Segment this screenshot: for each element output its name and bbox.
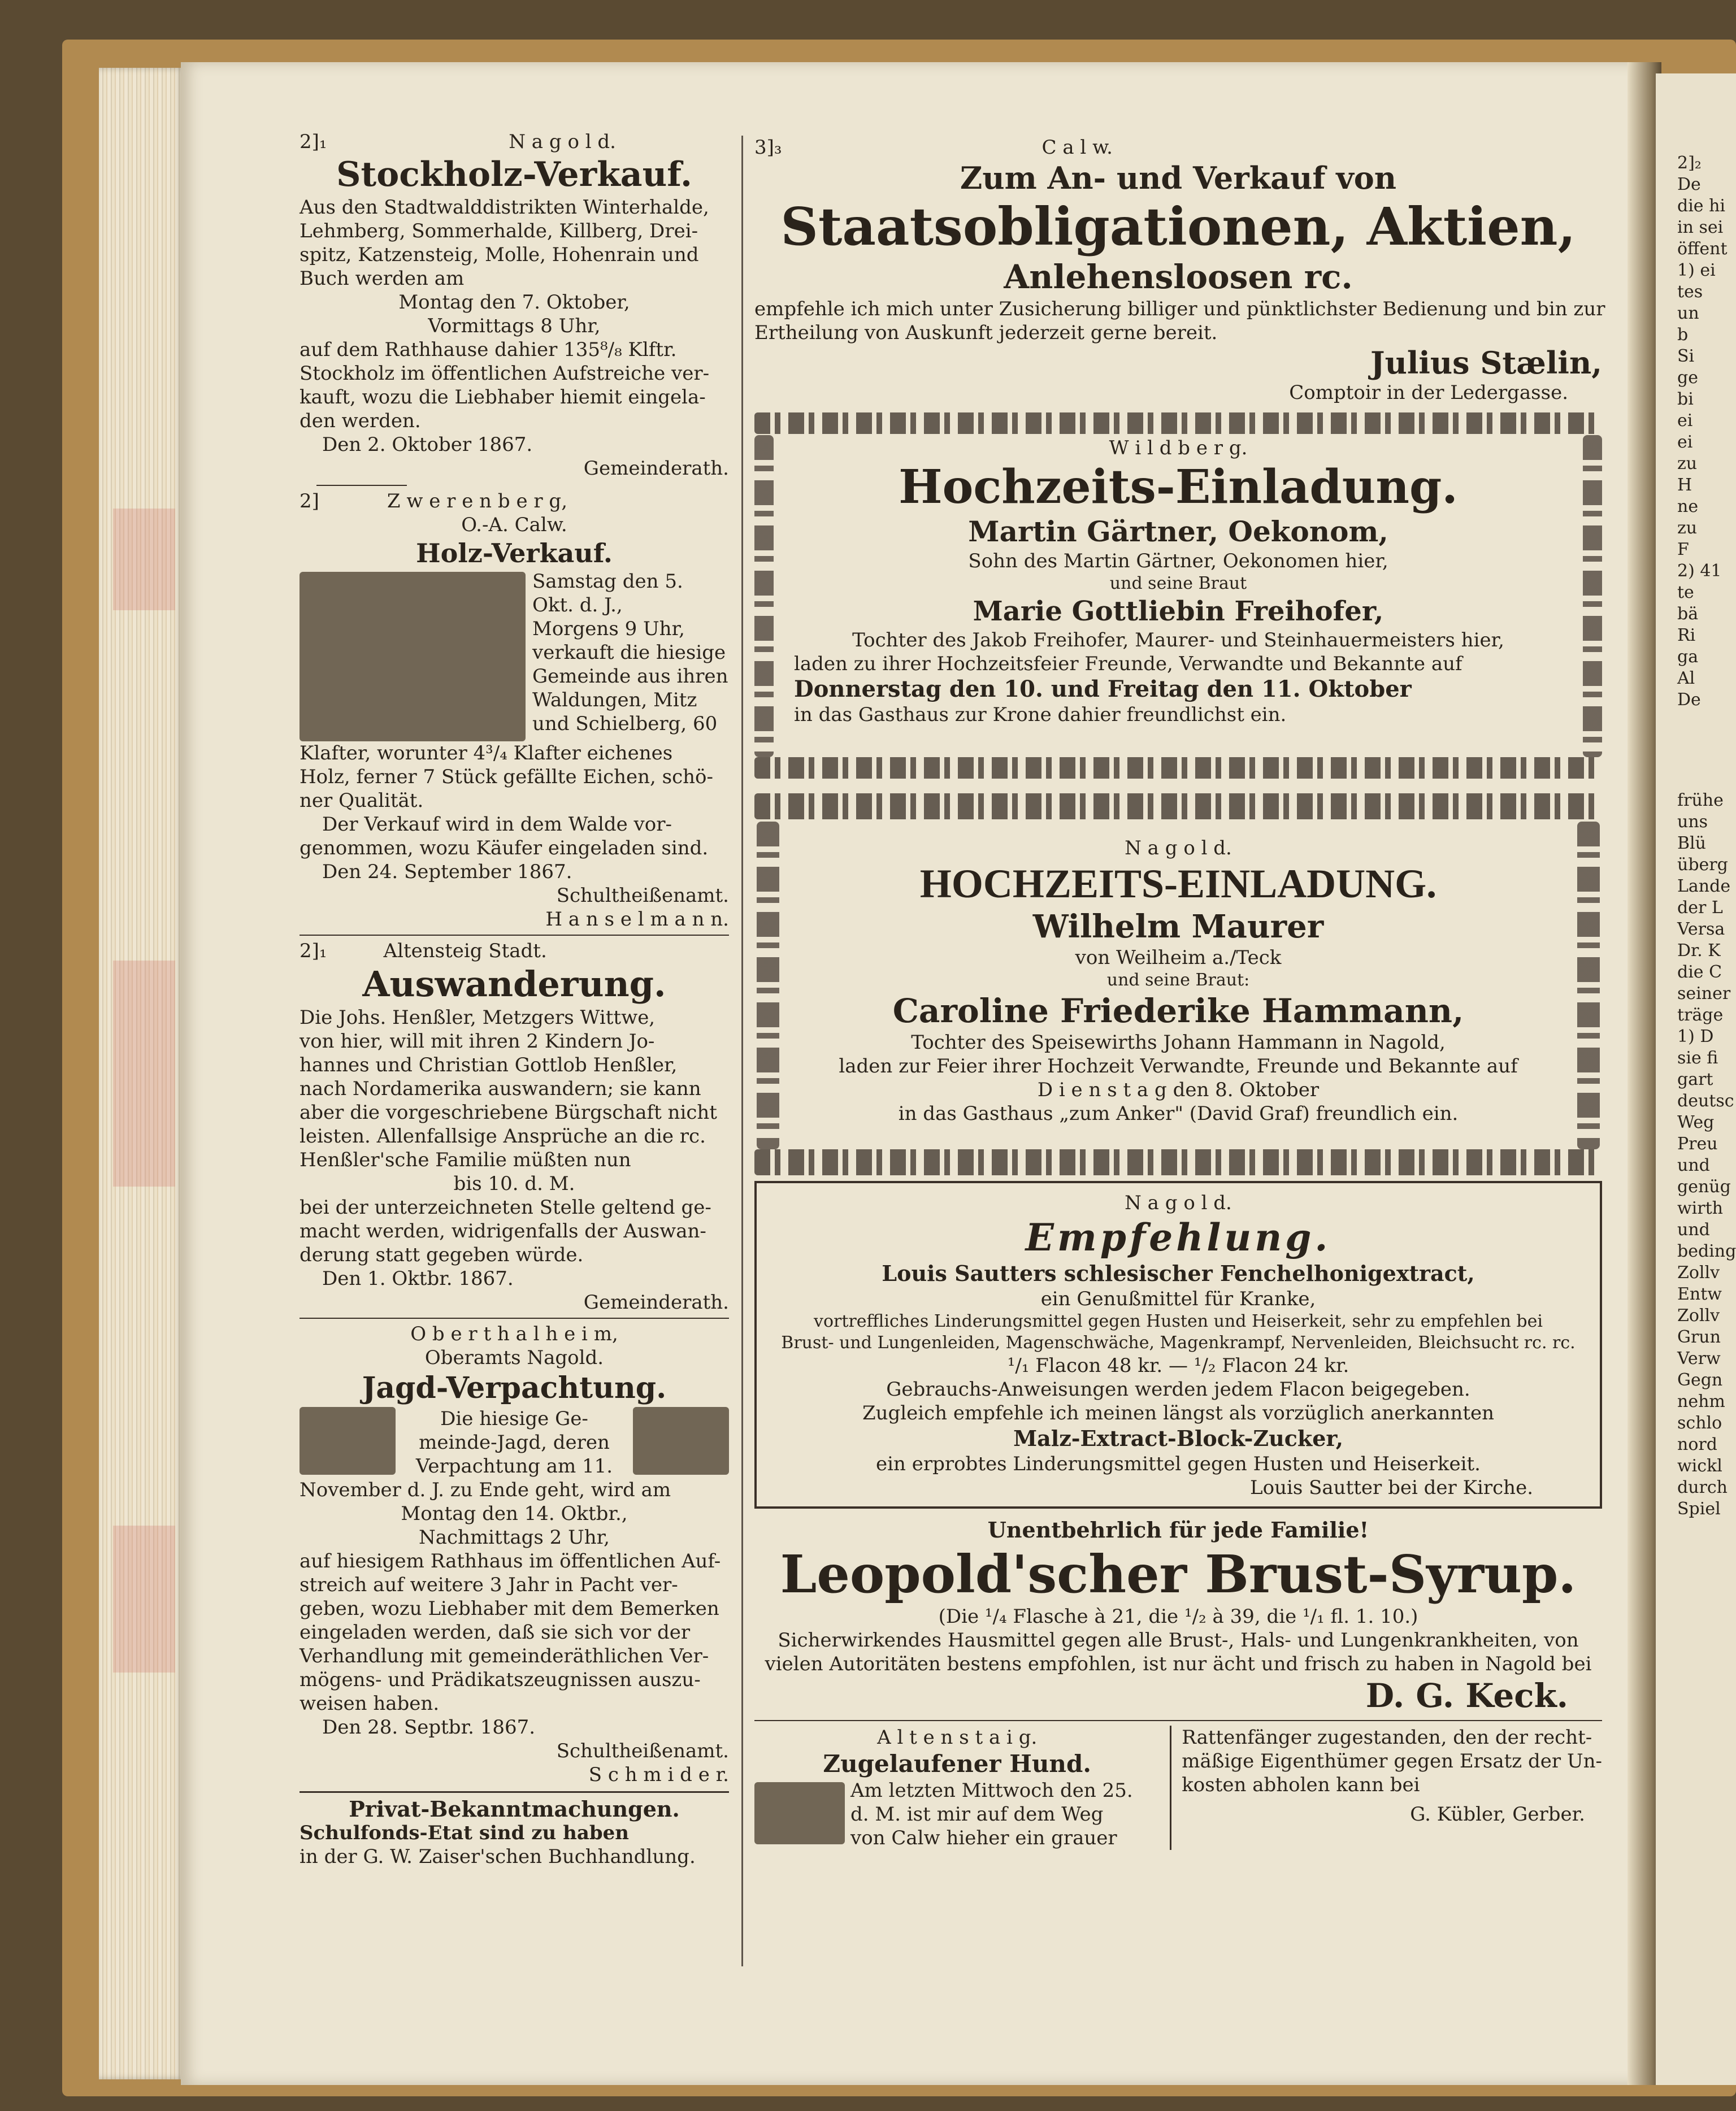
notice-line: Schulfonds-Etat sind zu haben: [300, 1822, 629, 1844]
ad-title: HOCHZEITS-EINLADUNG.: [919, 861, 1437, 906]
ornament-border: [754, 793, 1602, 819]
fragment-line: Entw: [1677, 1284, 1722, 1304]
fragment-line: öffent: [1677, 239, 1728, 259]
fragment-line: Si: [1677, 346, 1695, 366]
fragment-line: H: [1677, 475, 1692, 495]
ad-body: D i e n s t a g den 8. Oktober: [1037, 1079, 1320, 1101]
stain: [113, 509, 175, 610]
ad-body: November d. J. zu Ende geht, wird am: [300, 1479, 671, 1501]
fragment-line: durch: [1677, 1478, 1728, 1497]
wedding-ad-wildberg: [754, 412, 1602, 785]
fragment-line: zu: [1677, 518, 1698, 538]
conjunction: und seine Braut:: [1106, 970, 1250, 990]
syrup-ad: [754, 1517, 1602, 1715]
bride-name: Caroline Friederike Hammann,: [892, 992, 1464, 1030]
fragment-line: Zollv: [1677, 1263, 1720, 1283]
place: N a g o l d.: [1125, 1192, 1232, 1214]
wedding-ad-nagold: [754, 793, 1602, 1178]
column-rule: [1170, 1726, 1171, 1850]
fragment-line: Al: [1677, 668, 1695, 688]
district: O.-A. Calw.: [461, 514, 567, 536]
groom-desc: Sohn des Martin Gärtner, Oekonomen hier,: [968, 550, 1388, 572]
groom-name: Martin Gärtner, Oekonom,: [968, 515, 1388, 548]
product-name: Malz-Extract-Block-Zucker,: [1013, 1426, 1343, 1451]
ad-body: Brust- und Lungenleiden, Magenschwäche, Magenkrampf, Nervenleiden, Bleichsucht rc. rc.: [781, 1333, 1576, 1353]
signer-name: H a n s e l m a n n.: [545, 908, 729, 931]
fragment-line: 1) ei: [1677, 260, 1716, 280]
merchant-name: D. G. Keck.: [1365, 1676, 1568, 1715]
fragment-line: beding: [1677, 1241, 1736, 1261]
stain: [113, 1526, 175, 1673]
fragment-line: Blü: [1677, 833, 1706, 853]
fragment-line: träge: [1677, 1005, 1724, 1025]
ornament-border: [1577, 822, 1600, 1149]
fragment-line: seiner: [1677, 984, 1731, 1004]
ad-body: auf dem Rathhause dahier 135⁸/₈ Klftr. Stockholz im öffentlichen Aufstreiche ver- kauft, wozu die Liebhaber hiemit eingela- den werden.: [300, 338, 710, 432]
signer: G. Kübler, Gerber.: [1410, 1803, 1585, 1826]
place: Altensteig Stadt.: [383, 940, 547, 962]
divider: [300, 1791, 729, 1793]
ornament-border: [1583, 435, 1602, 757]
right-column: [754, 136, 1605, 1850]
fragment-list: [1656, 73, 1736, 1520]
wedding-dates: Donnerstag den 10. und Freitag den 11. Oktober: [794, 676, 1412, 702]
fragment-line: und: [1677, 1156, 1710, 1175]
left-column: [300, 130, 729, 1869]
product-name: Louis Sautters schlesischer Fenchelhonigextract,: [882, 1261, 1475, 1286]
time-line: Nachmittags 2 Uhr,: [418, 1526, 610, 1549]
dated: Den 1. Oktbr. 1867.: [322, 1267, 514, 1290]
signer: Schultheißenamt.: [556, 1740, 729, 1762]
price: (Die ¹/₄ Flasche à 21, die ¹/₂ à 39, die ¹/₁ fl. 1. 10.): [938, 1605, 1418, 1628]
signer-name: S c h m i d e r.: [588, 1763, 729, 1786]
place: Z w e r e n b e r g,: [387, 490, 568, 512]
ad-body: empfehle ich mich unter Zusicherung billiger und pünktlichster Bedienung und bin zur Ertheilung von Auskunft jederzeit gerne bereit.: [754, 298, 1605, 344]
fragment-line: die hi: [1677, 196, 1726, 216]
bride-name: Marie Gottliebin Freihofer,: [973, 596, 1384, 627]
ornament-border: [754, 435, 774, 757]
fragment-line: wirth: [1677, 1198, 1723, 1218]
divider: [300, 935, 729, 936]
signer: Louis Sautter bei der Kirche.: [1250, 1476, 1533, 1499]
deer-illustration: [633, 1407, 729, 1475]
fragment-line: te: [1677, 583, 1694, 602]
fragment-line: Verw: [1677, 1349, 1721, 1369]
fragment-line: Zollv: [1677, 1306, 1720, 1326]
fragment-line: Ri: [1677, 626, 1696, 645]
fragment-line: Versa: [1677, 919, 1725, 939]
ad-title: Hochzeits-Einladung.: [899, 460, 1458, 514]
ornament-border: [754, 412, 1602, 434]
ad-title: Leopold'scher Brust-Syrup.: [780, 1544, 1577, 1605]
recommendation-ad: [754, 1181, 1602, 1509]
fragment-line: De: [1677, 690, 1701, 710]
product-desc: ein Genußmittel für Kranke,: [1040, 1288, 1316, 1310]
ad-body: vielen Autoritäten bestens empfohlen, ist nur ächt und frisch zu haben in Nagold bei: [765, 1653, 1592, 1675]
ad-title: Zugelaufener Hund.: [823, 1750, 1091, 1778]
fragment-line: bä: [1677, 604, 1699, 624]
notice-line: in der G. W. Zaiser'schen Buchhandlung.: [300, 1845, 696, 1868]
ad-body: Tochter des Speisewirths Johann Hammann in Nagold,: [911, 1031, 1446, 1054]
signer: Gemeinderath.: [583, 457, 729, 480]
divider: [300, 1318, 729, 1319]
venue: in das Gasthaus zur Krone dahier freundlichst ein.: [794, 703, 1287, 726]
divider: [754, 1720, 1602, 1721]
fragment-line: schlo: [1677, 1413, 1722, 1433]
ad-body: Aus den Stadtwalddistrikten Winterhalde, Lehmberg, Sommerhalde, Killberg, Drei- spitz, Katzensteig, Molle, Hohenrain und Buch werden am: [300, 196, 709, 290]
ad-title: Empfehlung.: [1025, 1215, 1331, 1259]
fragment-line: genüg: [1677, 1177, 1731, 1197]
ad-body: Zugleich empfehle ich meinen längst als vorzüglich anerkannten: [862, 1402, 1495, 1424]
ad-body: bei der unterzeichneten Stelle geltend ge- macht werden, widrigenfalls der Auswan- derung statt gegeben würde.: [300, 1196, 711, 1266]
place: C a l w.: [1041, 136, 1113, 159]
fragment-line: gart: [1677, 1070, 1713, 1089]
fragment-line: Preu: [1677, 1134, 1718, 1154]
fragment-line: nehm: [1677, 1392, 1725, 1411]
fragment-line: ei: [1677, 411, 1693, 431]
fragment-line: sie fi: [1677, 1048, 1718, 1068]
price: ¹/₁ Flacon 48 kr. — ¹/₂ Flacon 24 kr.: [1007, 1354, 1349, 1377]
ad-body: Rattenfänger zugestanden, den der recht- mäßige Eigenthümer gegen Ersatz der Un- kosten abholen kann bei G. Kübler, Gerber.: [1182, 1726, 1602, 1826]
ad-body: Gebrauchs-Anweisungen werden jedem Flacon beigegeben.: [886, 1378, 1470, 1401]
ad-body: Die Johs. Henßler, Metzgers Wittwe, von hier, will mit ihren 2 Kindern Jo- hannes und Christian Gottlob Henßler, nach Nordamerika auswandern; sie kann aber die vorgeschriebene Bürgschaft nicht leisten. Allenfallsige Ansprüche an die rc. Henßler'sche Familie müßten nun: [300, 1006, 717, 1171]
dated: Den 2. Oktober 1867.: [322, 433, 533, 456]
fragment-line: 2]₂: [1677, 153, 1702, 173]
fragment-line: in sei: [1677, 218, 1724, 237]
column-rule: [741, 136, 743, 1966]
fragment-line: frühe: [1677, 790, 1724, 810]
fragment-line: uns: [1677, 812, 1708, 832]
fragment-line: 1) D: [1677, 1027, 1714, 1046]
groom-desc: von Weilheim a./Teck: [1075, 946, 1282, 969]
fragment-line: Weg: [1677, 1113, 1715, 1132]
ad-body: Tochter des Jakob Freihofer, Maurer- und Steinhauermeisters hier,: [852, 629, 1504, 651]
fragment-line: 2) 41: [1677, 561, 1722, 581]
ornament-border: [754, 1149, 1602, 1175]
fragment-line: Spiel: [1677, 1499, 1721, 1519]
ornament-border: [754, 757, 1602, 779]
ad-title: Holz-Verkauf.: [416, 538, 613, 568]
place: N a g o l d.: [1125, 837, 1232, 859]
fragment-line: und: [1677, 1220, 1710, 1240]
dog-ad: [754, 1726, 1602, 1850]
place: A l t e n s t a i g.: [877, 1726, 1038, 1749]
ad-body: auf hiesigem Rathhaus im öffentlichen Auf- streich auf weitere 3 Jahr in Pacht ver- geben, wozu Liebhaber mit dem Bemerken eingeladen werden, daß sie sich vor der Verhandlung mit gemeinderäthlichen Ver- mögens- und Prädikatszeugnissen auszu- weisen haben.: [300, 1550, 721, 1715]
fragment-line: Grun: [1677, 1327, 1721, 1347]
fragment-line: F: [1677, 540, 1689, 559]
fragment-line: b: [1677, 325, 1689, 345]
groom-name: Wilhelm Maurer: [1032, 908, 1324, 945]
hunting-illustration: [300, 1407, 396, 1475]
date-line: Montag den 14. Oktbr.,: [401, 1502, 628, 1525]
fragment-line: deutsc: [1677, 1091, 1734, 1111]
ad-body: Die hiesige Ge- meinde-Jagd, deren Verpachtung am 11.: [415, 1408, 613, 1478]
signer: Gemeinderath.: [583, 1291, 729, 1314]
ad-title: Zum An- und Verkauf von: [960, 160, 1397, 196]
ad-body: Sicherwirkendes Hausmittel gegen alle Brust-, Hals- und Lungenkrankheiten, von: [778, 1629, 1579, 1652]
dated: Den 24. September 1867.: [322, 861, 572, 883]
section-heading: Privat-Bekanntmachungen.: [349, 1796, 680, 1822]
ad-body: in das Gasthaus „zum Anker" (David Graf) freundlich ein.: [898, 1102, 1459, 1125]
fragment-line: Gegn: [1677, 1370, 1723, 1390]
ad-body: Am letzten Mittwoch den 25. d. M. ist mir auf dem Weg von Calw hieher ein grauer: [850, 1779, 1133, 1849]
ad-body: vortreffliches Linderungsmittel gegen Husten und Heiserkeit, sehr zu empfehlen bei: [814, 1311, 1543, 1331]
stain: [113, 961, 175, 1187]
fragment-line: Lande: [1677, 876, 1731, 896]
district: Oberamts Nagold.: [424, 1346, 604, 1369]
product-desc: ein erprobtes Linderungsmittel gegen Husten und Heiserkeit.: [876, 1453, 1481, 1475]
time-line: Vormittags 8 Uhr,: [428, 315, 601, 337]
fragment-line: zu: [1677, 454, 1698, 474]
date-line: Montag den 7. Oktober,: [398, 291, 630, 314]
signer: Schultheißenamt.: [556, 884, 729, 907]
dated: Den 28. Septbr. 1867.: [322, 1716, 536, 1739]
ad-body: laden zur Feier ihrer Hochzeit Verwandte, Freunde und Bekannte auf: [839, 1055, 1518, 1078]
fragment-line: ge: [1677, 368, 1698, 388]
merchant-name: Julius Stælin,: [1370, 345, 1602, 381]
ad-number: 2]₁: [300, 131, 327, 153]
ad-title: Stockholz-Verkauf.: [336, 155, 692, 194]
fragment-line: der L: [1677, 898, 1723, 918]
ad-title: Jagd-Verpachtung.: [362, 1371, 667, 1405]
ad-number: 2]₁: [300, 940, 327, 962]
next-page-fragment: [1656, 73, 1736, 2085]
conjunction: und seine Braut: [1109, 574, 1247, 593]
ad-title: Auswanderung.: [362, 963, 666, 1005]
fragment-line: un: [1677, 303, 1699, 323]
fragment-line: bi: [1677, 389, 1694, 409]
fragment-line: ga: [1677, 647, 1699, 667]
divider: [316, 485, 407, 486]
fragment-line: De: [1677, 175, 1701, 194]
place: W i l d b e r g.: [1109, 437, 1248, 459]
merchant-address: Comptoir in der Ledergasse.: [1289, 381, 1568, 404]
fragment-line: die C: [1677, 962, 1722, 982]
fragment-line: tes: [1677, 282, 1703, 302]
place: O b e r t h a l h e i m,: [410, 1323, 618, 1345]
deadline: bis 10. d. M.: [453, 1172, 575, 1195]
ad-title: Staatsobligationen, Aktien,: [780, 196, 1576, 257]
ad-number: 2]: [300, 490, 319, 512]
kicker: Unentbehrlich für jede Familie!: [987, 1517, 1369, 1543]
fragment-line: ne: [1677, 497, 1699, 516]
fragment-line: ei: [1677, 432, 1693, 452]
ad-title: Anlehensloosen rc.: [1004, 258, 1353, 296]
ad-body: laden zu ihrer Hochzeitsfeier Freunde, Verwandte und Bekannte auf: [794, 653, 1462, 675]
place: N a g o l d.: [509, 131, 616, 153]
fragment-line: Dr. K: [1677, 941, 1721, 961]
fragment-line: überg: [1677, 855, 1728, 875]
ad-body: Samstag den 5. Okt. d. J., Morgens 9 Uhr, verkauft die hiesige Gemeinde aus ihren Waldungen, Mitz und Schielberg, 60: [532, 570, 728, 735]
fragment-line: wickl: [1677, 1456, 1722, 1476]
ornament-border: [757, 822, 779, 1149]
ad-body: Klafter, worunter 4³/₄ Klafter eichenes Holz, ferner 7 Stück gefällte Eichen, schö- ner Qualität. Der Verkauf wird in dem Walde vor- genommen, wozu Käufer eingeladen sind.: [300, 742, 713, 859]
ad-number: 3]₃: [754, 136, 782, 159]
woodcut-illustration: [300, 572, 526, 741]
fragment-line: nord: [1677, 1435, 1717, 1454]
dog-illustration: [754, 1782, 845, 1844]
